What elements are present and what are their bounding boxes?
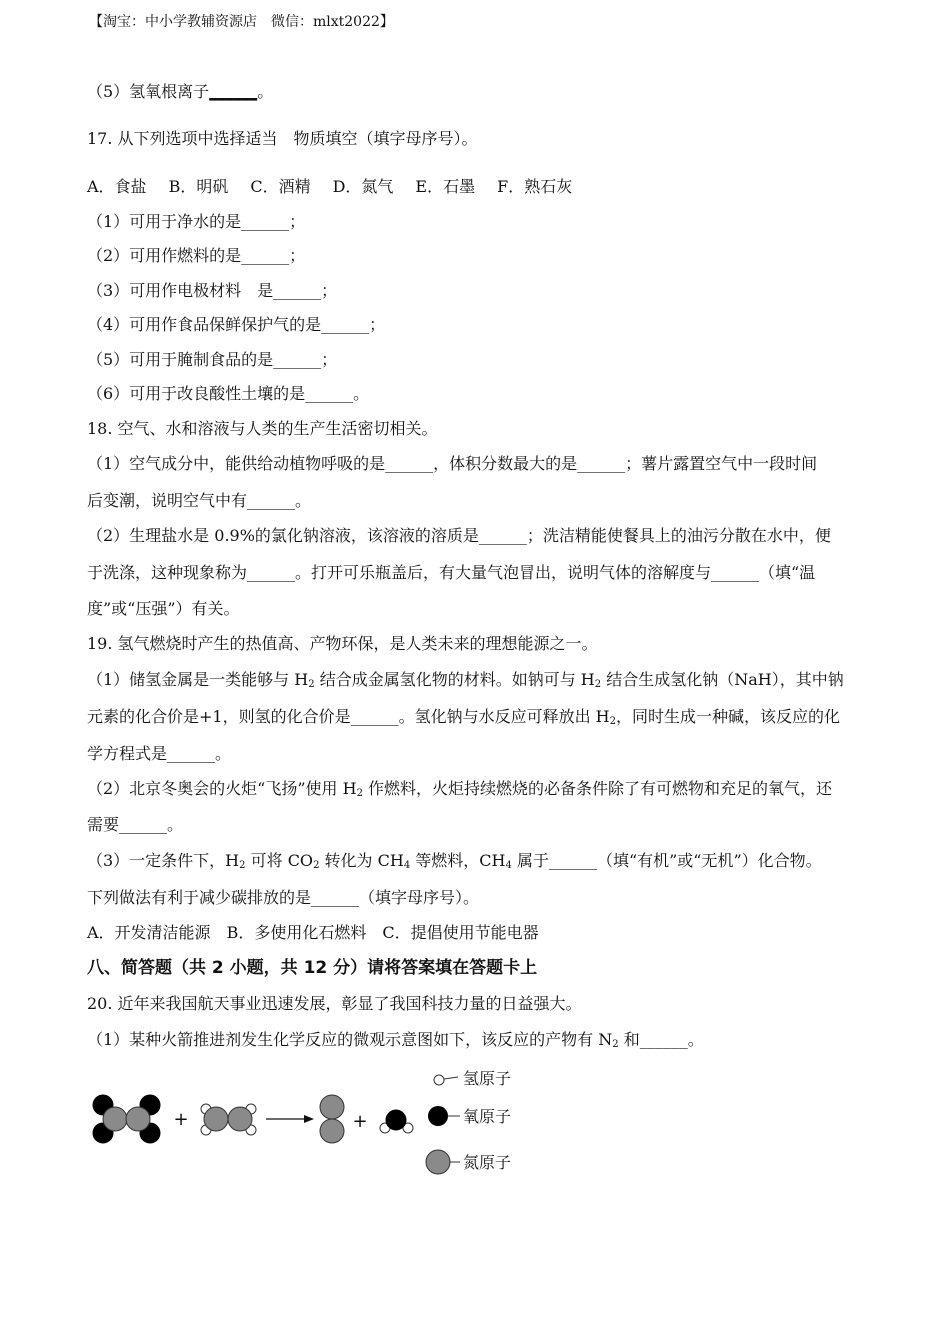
plus-sign: + [352,1111,368,1132]
q20-part1: （1）某种火箭推进剂发生化学反应的微观示意图如下，该反应的产物有 $N_2$ 和______。 [87,1030,704,1050]
q19-part3-line1: （3）一定条件下，$H_2$ 可将 $CO_2$ 转化为 $CH_4$ 等燃料，$CH_4$ 属于______（填“有机”或“无机”）化合物。 [87,851,822,871]
watermark-header: 【淘宝：中小学教辅资源店 微信：mlxt2022】 [89,14,394,30]
q19-part2-line1: （2）北京冬奥会的火炬“飞扬”使用 $H_2$ 作燃料，火炬持续燃烧的必备条件除了有可燃物和充足的氧气，还 [87,779,833,799]
q17-item-2: （2）可用作燃料的是______； [87,246,306,265]
option-a: A．食盐 [87,177,147,196]
q17-item-4: （4）可用作食品保鲜保护气的是______； [87,315,386,334]
oxygen-atom-icon [428,1106,448,1126]
nitrogen-atom-icon [426,1150,450,1174]
option-d: D．氮气 [332,177,394,196]
section-heading: 八、简答题（共 2 小题，共 12 分）请将答案填在答题卡上 [87,958,538,978]
option-c: C．酒精 [250,177,311,196]
option-a: A．开发清洁能源 [87,923,211,942]
q19-part2-line2: 需要______。 [87,815,184,834]
product-n2-molecule [320,1095,344,1143]
q20-stem: 20. 近年来我国航天事业迅速发展，彰显了我国科技力量的日益强大。 [87,994,582,1013]
legend-hydrogen-label: 氢原子 [463,1069,512,1088]
product-h2o-molecule [380,1110,413,1133]
q19-part3-line2: 下列做法有利于减少碳排放的是______（填字母序号）。 [87,888,480,907]
q17-item-1: （1）可用于净水的是______； [87,212,306,231]
q19-part1-line2: 元素的化合价是+1，则氢的化合价是______。氢化钠与水反应可释放出 $H_2$，同时生成一种碱，该反应的化 [87,707,841,727]
q19-stem: 19. 氢气燃烧时产生的热值高、产物环保，是人类未来的理想能源之一。 [87,634,598,653]
q18-part2-line3: 度”或“压强”）有关。 [87,599,240,618]
q18-part2-line1: （2）生理盐水是 0.9%的氯化钠溶液，该溶液的溶质是______；洗洁精能使餐具上的油污分散在水中，便 [87,526,831,545]
q18-part1-line1: （1）空气成分中，能供给动植物呼吸的是______，体积分数最大的是______；薯片露置空气中一段时间 [87,454,818,473]
option-f: F．熟石灰 [497,177,573,196]
option-e: E．石墨 [415,177,476,196]
hydrogen-atom-icon [434,1075,444,1085]
q19-part1-line3: 学方程式是______。 [87,744,232,763]
option-c: C．提倡使用节能电器 [382,923,539,942]
q17-item-5: （5）可用于腌制食品的是______； [87,350,338,369]
q16-item-5: （5）氢氧根离子______。 [87,82,274,101]
legend-nitrogen-label: 氮原子 [463,1153,512,1172]
q18-part1-line2: 后变潮，说明空气中有______。 [87,491,312,510]
q18-part2-line2: 于洗涤，这种现象称为______。打开可乐瓶盖后，有大量气泡冒出，说明气体的溶解度与______（填“温 [87,563,816,582]
option-b: B．明矾 [168,177,229,196]
option-b: B．多使用化石燃料 [226,923,367,942]
reaction-arrow [266,1115,314,1123]
reactant-n2o4-molecule [93,1095,160,1143]
legend-oxygen-label: 氧原子 [463,1107,512,1126]
q17-item-6: （6）可用于改良酸性土壤的是______。 [87,384,370,403]
plus-sign: + [173,1109,189,1130]
diagram-legend [426,1069,511,1174]
answer-blank[interactable]: ______ [209,82,258,101]
reactant-n2h4-molecule [201,1104,256,1135]
q17-stem: 17. 从下列选项中选择适当 物质填空（填字母序号）。 [87,129,478,148]
q17-item-3: （3）可用作电极材料 是______； [87,281,338,300]
q19-part1-line1: （1）储氢金属是一类能够与 $H_2$ 结合成金属氢化物的材料。如钠可与 $H_2$ 结合生成氢化钠（NaH），其中钠 [87,670,844,690]
q18-stem: 18. 空气、水和溶液与人类的生产生活密切相关。 [87,419,438,438]
